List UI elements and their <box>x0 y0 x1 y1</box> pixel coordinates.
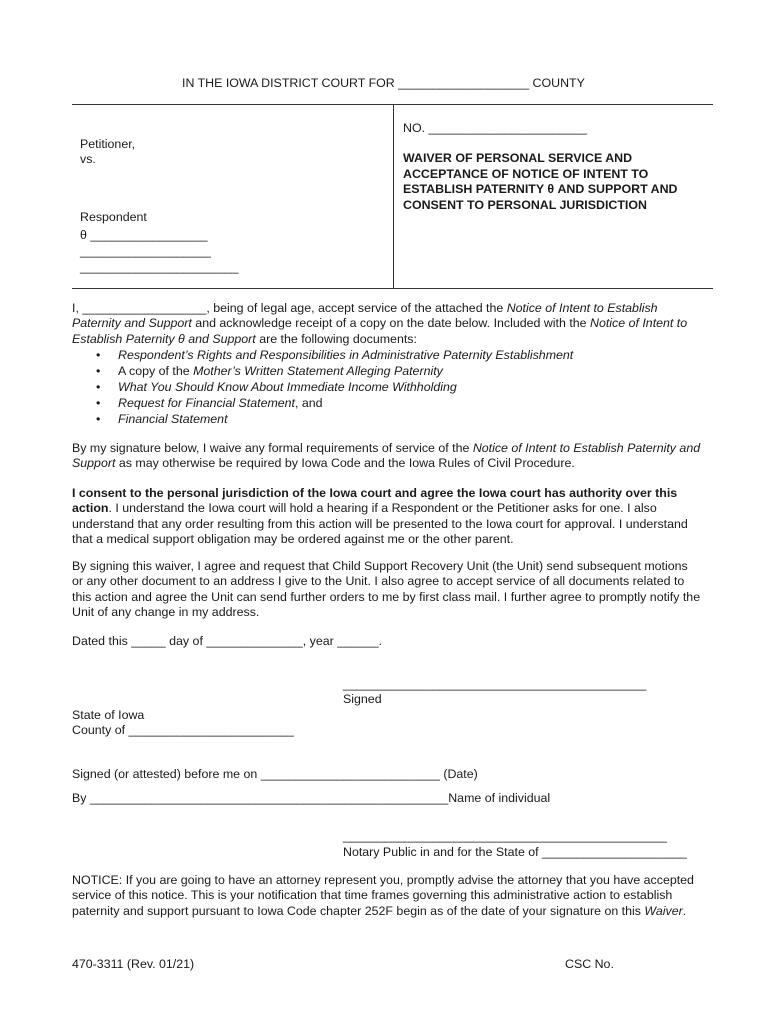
waiver-notice-title: Notice of Intent to Establish Paternity and Support <box>72 441 701 471</box>
respondent-label: Respondent <box>80 210 147 224</box>
respondent-line-2[interactable]: ___________________ <box>80 244 211 258</box>
court-heading: IN THE IOWA DISTRICT COURT FOR ___________________ COUNTY <box>182 76 585 90</box>
signature-line[interactable]: ____________________________________________ <box>343 677 647 691</box>
intro-text-1: I, __________________, being of legal age, accept service of the attached the <box>72 301 507 315</box>
title-line-3: ESTABLISH PATERNITY θ AND SUPPORT AND <box>403 182 678 196</box>
intro-notice-title-1: Notice of Intent to Establish Paternity and Support <box>72 301 658 331</box>
dated-line[interactable]: Dated this _____ day of ______________, year ______. <box>72 634 383 648</box>
document-title <box>403 151 678 213</box>
signed-label: Signed <box>343 692 382 706</box>
doc-rights: Respondent’s Rights and Responsibilities in Administrative Paternity Establishment <box>118 348 574 362</box>
intro-notice-title-2: Notice of Intent to Establish Paternity θ and Support <box>72 316 688 346</box>
waiver-text-1: By my signature below, I waive any formal requirements of service of the <box>72 441 473 455</box>
notice-paragraph <box>72 873 702 919</box>
consent-text: . I understand the Iowa court will hold a hearing if a Respondent or the Petitioner asks for one. I also understand that any order resulting from this action will be presented to the Iowa court for approval. I understand that a medical support obligation may be ordered against me or the other parent. <box>72 501 688 547</box>
by-individual-line[interactable]: By ____________________________________________________Name of individual <box>72 791 551 805</box>
doc-financial-statement: Financial Statement <box>118 412 228 426</box>
waiver-paragraph <box>72 441 702 472</box>
notice-waiver-word: Waiver <box>644 903 683 918</box>
caption-divider <box>393 104 394 288</box>
intro-text-2: and acknowledge receipt of a copy on the date below. Included with the <box>191 316 591 331</box>
title-line-2: ACCEPTANCE OF NOTICE OF INTENT TO <box>403 166 649 181</box>
list-item <box>72 395 573 411</box>
respondent-line-1[interactable]: θ _________________ <box>80 228 208 242</box>
consent-paragraph <box>72 486 702 548</box>
list-item <box>72 363 573 379</box>
signed-before-line[interactable]: Signed (or attested) before me on __________________________ (Date) <box>72 767 478 781</box>
notary-signature-line[interactable]: _______________________________________________ <box>343 829 667 843</box>
notice-text: NOTICE: If you are going to have an attorney represent you, promptly advise the attorney that you have accepted service of this notice. This is your notification that time frames governing this administrative action to establish paternity and support pursuant to Iowa Code chapter 252F begin as of the date of your signature on this <box>72 873 694 918</box>
list-item <box>72 411 573 427</box>
doc-income-withholding: What You Should Know About Immediate Income Withholding <box>118 380 457 394</box>
notary-label[interactable]: Notary Public in and for the State of _____________________ <box>343 845 687 859</box>
intro-paragraph <box>72 301 702 347</box>
title-line-1: WAIVER OF PERSONAL SERVICE AND <box>403 151 633 165</box>
form-number: 470-3311 (Rev. 01/21) <box>72 957 195 971</box>
signing-paragraph: By signing this waiver, I agree and request that Child Support Recovery Unit (the Unit) send subsequent motions or any other document to an address I give to the Unit. I also agree to accept service of all documents related to this action and agree the Unit can send further orders to me by first class mail. I further agree to promptly notify the Unit of any change in my address. <box>72 559 701 620</box>
doc-and: , and <box>295 396 323 410</box>
included-documents-list <box>72 347 573 427</box>
caption-bottom-rule <box>72 288 713 289</box>
title-line-4: CONSENT TO PERSONAL JURISDICTION <box>403 197 647 212</box>
waiver-text-2: as may otherwise be required by Iowa Code and the Iowa Rules of Civil Procedure. <box>115 456 575 471</box>
respondent-line-3[interactable]: _______________________ <box>80 260 239 274</box>
intro-text-3: are the following documents: <box>255 331 417 346</box>
doc-copy-prefix: A copy of the <box>118 364 194 378</box>
vs-label: vs. <box>80 152 96 166</box>
doc-mothers-statement: Mother’s Written Statement Alleging Paternity <box>193 364 443 378</box>
state-label: State of Iowa <box>72 708 145 722</box>
county-field[interactable]: County of ________________________ <box>72 723 294 737</box>
list-item <box>72 379 573 395</box>
petitioner-label: Petitioner, <box>80 137 136 151</box>
notice-end: . <box>682 903 687 918</box>
list-item <box>72 347 573 363</box>
case-number-field[interactable]: NO. _______________________ <box>403 121 587 135</box>
csc-number-label: CSC No. <box>565 957 614 971</box>
consent-bold-text: I consent to the personal jurisdiction of the Iowa court and agree the Iowa court has authority over this action <box>72 486 678 516</box>
doc-request-financial: Request for Financial Statement <box>118 396 296 410</box>
